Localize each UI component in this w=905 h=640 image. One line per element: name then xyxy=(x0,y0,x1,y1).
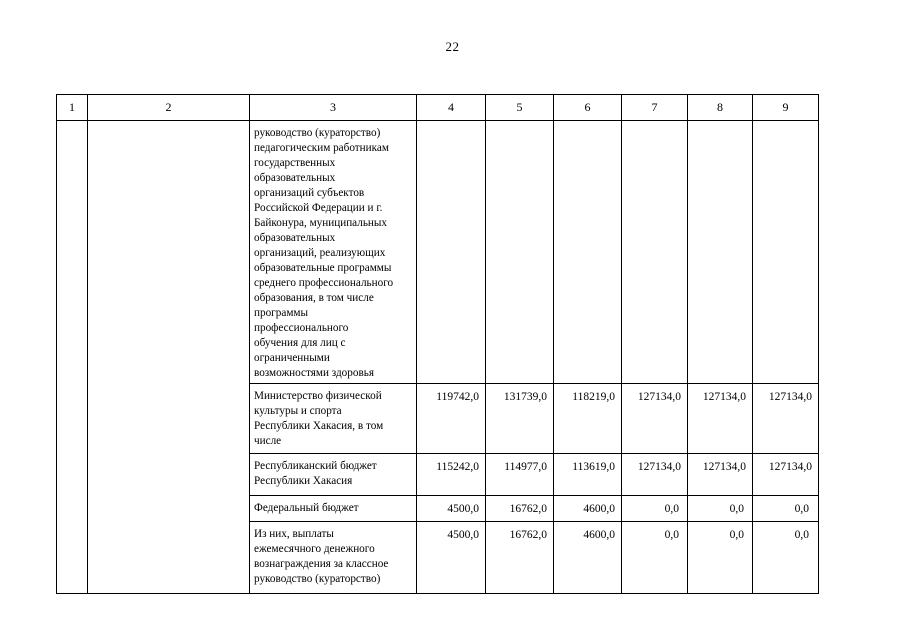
table-cell: 0,0 xyxy=(622,496,688,522)
column-header: 1 xyxy=(57,95,88,121)
table-cell: 4500,0 xyxy=(417,522,486,594)
table-cell: 4500,0 xyxy=(417,496,486,522)
program-cell xyxy=(88,121,250,594)
header-row xyxy=(57,95,819,121)
table-cell: 16762,0 xyxy=(486,496,554,522)
table-cell: 0,0 xyxy=(622,522,688,594)
table-cell: 114977,0 xyxy=(486,454,554,496)
column-header: 5 xyxy=(486,95,554,121)
row-label: Из них, выплаты ежемесячного денежного вознаграждения за классное руководство (кураторство) xyxy=(250,522,417,594)
row-label: Министерство физической культуры и спорта Республики Хакасия, в том числе xyxy=(250,384,417,454)
table-cell: 113619,0 xyxy=(554,454,622,496)
table-cell: 16762,0 xyxy=(486,522,554,594)
table-cell: 131739,0 xyxy=(486,384,554,454)
table-cell: 0,0 xyxy=(688,522,753,594)
column-header: 8 xyxy=(688,95,753,121)
page-number: 22 xyxy=(445,39,460,54)
column-header: 3 xyxy=(250,95,417,121)
table-cell: 127134,0 xyxy=(753,454,819,496)
table-cell: 127134,0 xyxy=(688,384,753,454)
continued-description-row xyxy=(57,121,819,384)
table-cell: 118219,0 xyxy=(554,384,622,454)
table-cell: 127134,0 xyxy=(622,384,688,454)
row-label: Республиканский бюджет Республики Хакасия xyxy=(250,454,417,496)
table-cell: 115242,0 xyxy=(417,454,486,496)
index-cell xyxy=(57,121,88,594)
table-cell: 0,0 xyxy=(753,496,819,522)
row-label: Федеральный бюджет xyxy=(250,496,417,522)
table-cell: 127134,0 xyxy=(622,454,688,496)
table-cell: 127134,0 xyxy=(753,384,819,454)
table-cell: 4600,0 xyxy=(554,522,622,594)
column-header: 2 xyxy=(88,95,250,121)
table-cell: 4600,0 xyxy=(554,496,622,522)
column-header: 7 xyxy=(622,95,688,121)
column-header: 6 xyxy=(554,95,622,121)
table-cell: 0,0 xyxy=(688,496,753,522)
column-header: 9 xyxy=(753,95,819,121)
table-cell: 119742,0 xyxy=(417,384,486,454)
budget-table xyxy=(56,94,819,594)
column-header: 4 xyxy=(417,95,486,121)
table-cell: 0,0 xyxy=(753,522,819,594)
table-cell: 127134,0 xyxy=(688,454,753,496)
continued-description-text: руководство (кураторство) педагогическим работникам государственных образовательных организаций субъектов Российской Федерации и г. Байконура, муниципальных образовательных организаций, реализующих образовательные программы среднего профессионального образования, в том числе программы профессионального обучения для лиц с ограниченными возможностями здоровья xyxy=(250,121,417,384)
